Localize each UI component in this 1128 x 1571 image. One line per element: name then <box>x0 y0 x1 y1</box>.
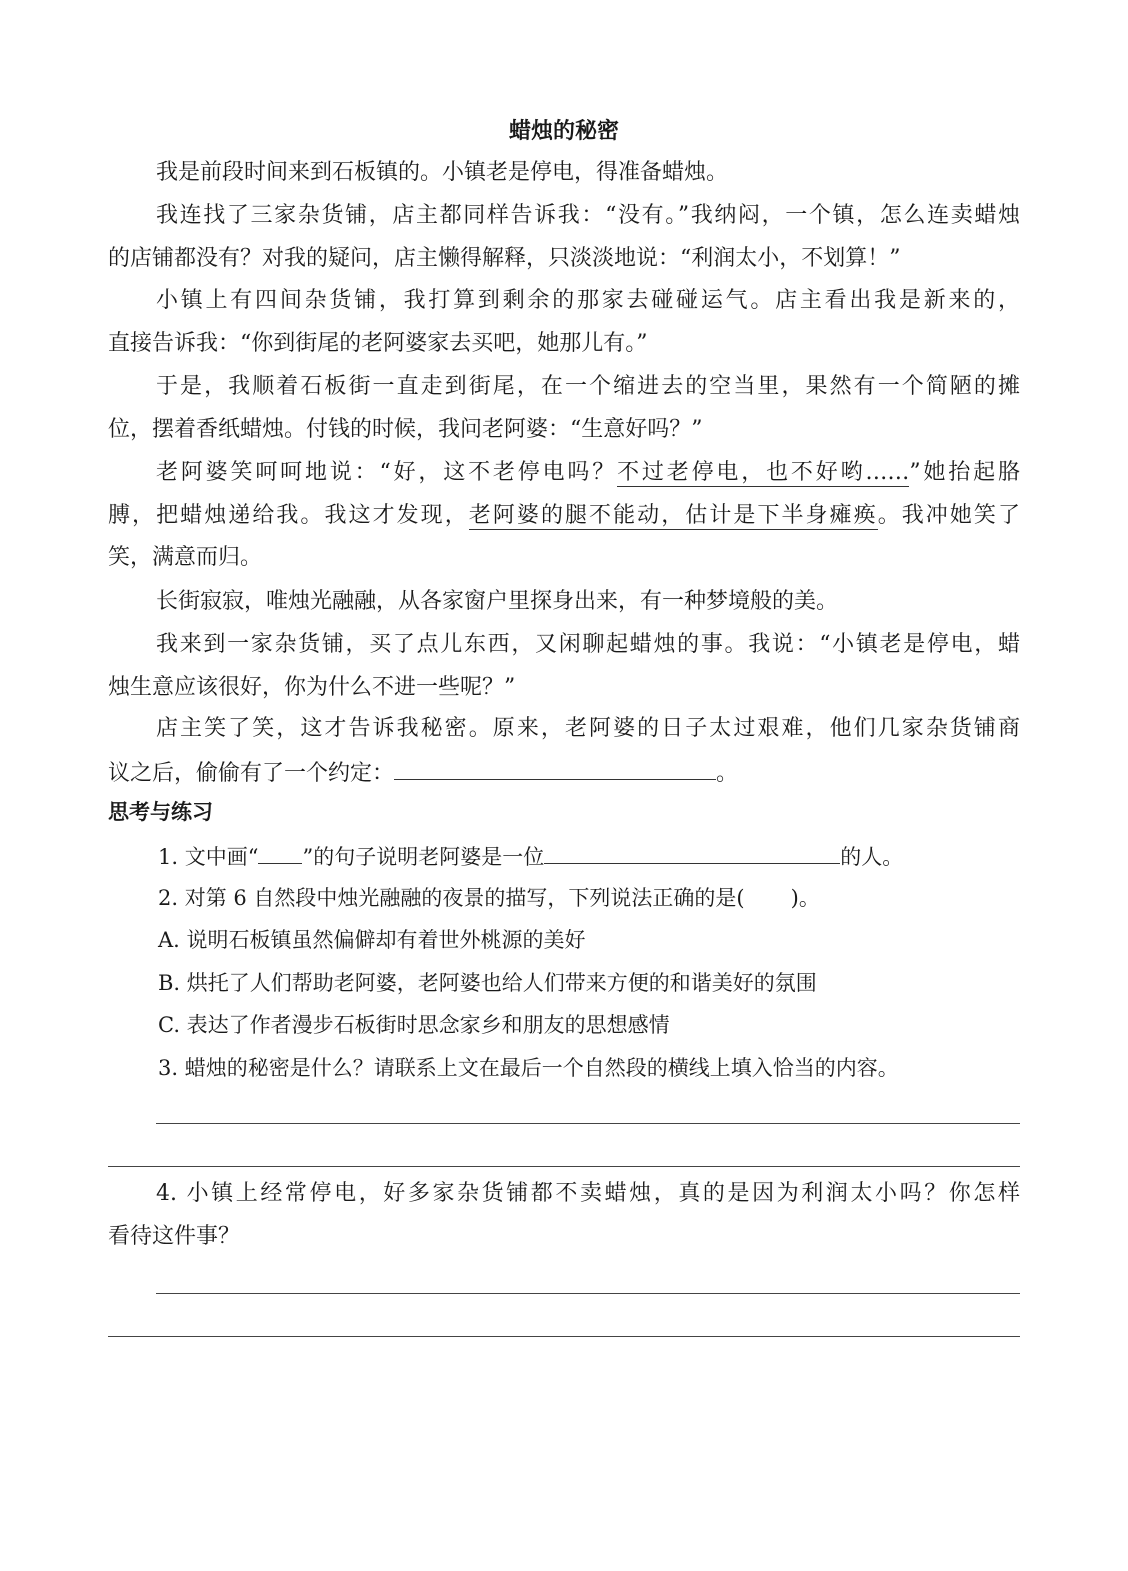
paragraph-8-text: 议之后，偷偷有了一个约定： <box>108 761 395 786</box>
paragraph-2-line-1: 我连找了三家杂货铺，店主都同样告诉我：“没有。”我纳闷，一个镇，怎么连卖蜡烛 <box>156 203 1020 228</box>
question-2-end: )。 <box>790 886 820 910</box>
question-1-answer-blank[interactable] <box>544 841 840 864</box>
agreement-answer-blank[interactable] <box>394 757 716 780</box>
paragraph-8-end: 。 <box>716 761 739 786</box>
question-2-text: 2. 对第 6 自然段中烛光融融的夜景的描写，下列说法正确的是( <box>158 886 745 910</box>
story-title: 蜡烛的秘密 <box>508 119 619 144</box>
paragraph-4-line-2: 位，摆着香纸蜡烛。付钱的时候，我问老阿婆：“生意好吗？” <box>108 417 703 442</box>
question-4-line-2: 看待这件事？ <box>108 1224 241 1249</box>
question-1-text: 1. 文中画“ <box>158 845 259 869</box>
answer-line-q4-2[interactable] <box>108 1336 1020 1337</box>
paragraph-7-line-1: 我来到一家杂货铺，买了点儿东西，又闲聊起蜡烛的事。我说：“小镇老是停电，蜡 <box>156 632 1020 657</box>
exercises-heading: 思考与练习 <box>108 800 213 824</box>
paragraph-3-line-1: 小镇上有四间杂货铺，我打算到剩余的那家去碰碰运气。店主看出我是新来的， <box>156 288 1020 313</box>
paragraph-5-line-2 <box>108 501 1020 531</box>
answer-line-q4-1[interactable] <box>156 1293 1020 1294</box>
paragraph-8-line-2 <box>108 757 1020 789</box>
question-3: 3. 蜡烛的秘密是什么？请联系上文在最后一个自然段的横线上填入恰当的内容。 <box>158 1056 899 1080</box>
paragraph-8-line-1: 店主笑了笑，这才告诉我秘密。原来，老阿婆的日子太过艰难，他们几家杂货铺商 <box>156 716 1020 741</box>
paragraph-5-text: 。我冲她笑了 <box>877 503 1020 528</box>
paragraph-5-line-1 <box>156 458 1020 488</box>
underline-sample <box>258 841 302 864</box>
paragraph-6: 长街寂寂，唯烛光融融，从各家窗户里探身出来，有一种梦境般的美。 <box>156 589 839 614</box>
question-2 <box>158 883 820 913</box>
paragraph-1: 我是前段时间来到石板镇的。小镇老是停电，得准备蜡烛。 <box>156 160 729 185</box>
option-c: C. 表达了作者漫步石板街时思念家乡和朋友的思想感情 <box>158 1013 670 1037</box>
paragraph-7-line-2: 烛生意应该很好，你为什么不进一些呢？” <box>108 675 516 700</box>
paragraph-5-text: 老阿婆笑呵呵地说：“好，这不老停电吗？ <box>156 460 618 485</box>
answer-line-q3-1[interactable] <box>156 1123 1020 1124</box>
paragraph-5-text: 膊，把蜡烛递给我。我这才发现， <box>108 503 469 528</box>
question-4-line-1: 4. 小镇上经常停电，好多家杂货铺都不卖蜡烛，真的是因为利润太小吗？你怎样 <box>156 1181 1020 1206</box>
paragraph-5-text: ”她抬起胳 <box>909 460 1021 485</box>
option-b: B. 烘托了人们帮助老阿婆，老阿婆也给人们带来方便的和谐美好的氛围 <box>158 971 817 995</box>
paragraph-2-line-2: 的店铺都没有？对我的疑问，店主懒得解释，只淡淡地说：“利润太小，不划算！” <box>108 246 901 271</box>
question-1-text: ”的句子说明老阿婆是一位 <box>302 845 545 869</box>
underlined-sentence-2: 老阿婆的腿不能动，估计是下半身瘫痪 <box>468 503 878 528</box>
paragraph-4-line-1: 于是，我顺着石板街一直走到街尾，在一个缩进去的空当里，果然有一个简陋的摊 <box>156 374 1020 399</box>
question-1 <box>158 841 903 872</box>
option-a: A. 说明石板镇虽然偏僻却有着世外桃源的美好 <box>158 928 586 952</box>
paragraph-5-line-3: 笑，满意而归。 <box>108 545 263 570</box>
answer-line-q3-2[interactable] <box>108 1166 1020 1167</box>
paragraph-3-line-2: 直接告诉我：“你到街尾的老阿婆家去买吧，她那儿有。” <box>108 331 648 356</box>
underlined-sentence-1: 不过老停电，也不好哟…… <box>617 460 910 485</box>
question-1-end: 的人。 <box>840 845 904 869</box>
